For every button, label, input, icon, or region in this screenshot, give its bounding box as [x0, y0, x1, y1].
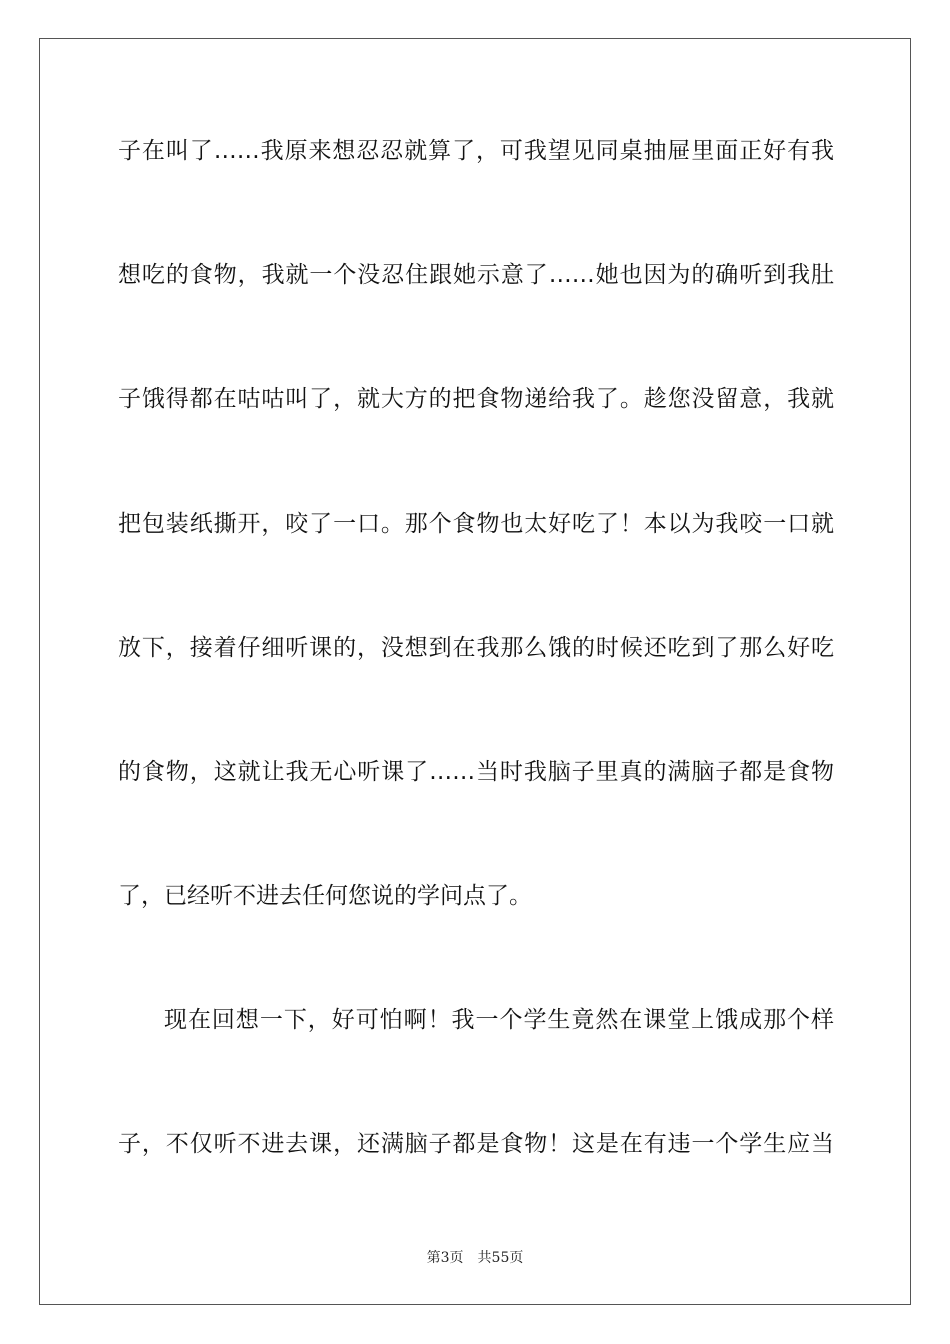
- paragraph-line: 子，不仅听不进去课，还满脑子都是食物！这是在有违一个学生应当: [118, 1131, 834, 1157]
- paragraph-line: 放下，接着仔细听课的，没想到在我那么饿的时候还吃到了那么好吃: [118, 635, 834, 661]
- paragraph-line-indented: 现在回想一下，好可怕啊！我一个学生竟然在课堂上饿成那个样: [164, 1007, 834, 1033]
- paragraph-line: 的食物，这就让我无心听课了……当时我脑子里真的满脑子都是食物: [118, 759, 834, 785]
- paragraph-line: 子在叫了……我原来想忍忍就算了，可我望见同桌抽屉里面正好有我: [118, 138, 834, 164]
- page-total: 共55页: [477, 1250, 524, 1266]
- paragraph-line-end: 了，已经听不进去任何您说的学问点了。: [118, 883, 532, 909]
- page-footer: [0, 1247, 950, 1267]
- paragraph-line: 子饿得都在咕咕叫了，就大方的把食物递给我了。趁您没留意，我就: [118, 386, 834, 412]
- page-frame: [39, 38, 911, 1305]
- paragraph-line: 把包装纸撕开，咬了一口。那个食物也太好吃了！本以为我咬一口就: [118, 511, 834, 537]
- paragraph-line: 想吃的食物，我就一个没忍住跟她示意了……她也因为的确听到我肚: [118, 262, 834, 288]
- page-number: 第3页: [426, 1250, 464, 1266]
